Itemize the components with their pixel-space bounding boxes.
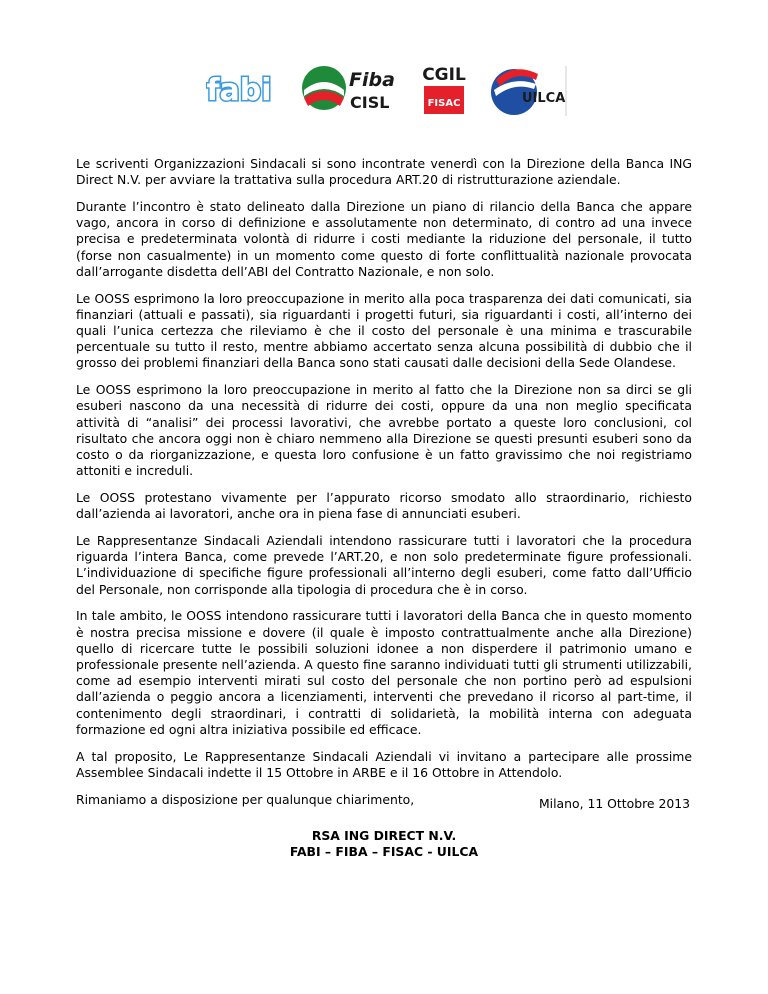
cgil-fisac-logo	[416, 60, 472, 116]
paragraph-5: Le OOSS protestano vivamente per l’appurato ricorso smodato allo straordinario, richiesto dall’azienda ai lavoratori, anche ora in piena fase di annunciati esuberi.	[76, 490, 692, 522]
cgil-logo-text: CGIL	[422, 65, 466, 85]
paragraph-3: Le OOSS esprimono la loro preoccupazione in merito alla poca trasparenza dei dati comunicati, sia finanziari (attuali e passati), sia riguardanti i progetti futuri, sia riguardanti i costi, all’interno dei quali l’unica certezza che rileviamo è che il costo del personale è una minima e trascurabile percentuale su tutto il resto, mentre abbiamo accertato senza alcuna possibilità di dubbio che il grosso dei problemi finanziari della Banca sono stati causati dalle decisioni della Sede Olandese.	[76, 290, 692, 371]
paragraph-6: Le Rappresentanze Sindacali Aziendali intendono rassicurare tutti i lavoratori che la procedura riguarda l’intera Banca, come prevede l’ART.20, e non solo predeterminate figure professionali. L’individuazione di specifiche figure professionali all’interno degli esuberi, come fatto dall’Ufficio del Personale, non corrisponde alla tipologia di procedura che è in corso.	[76, 533, 692, 597]
fiba-logo-text: Fiba	[349, 69, 395, 91]
fabi-logo	[206, 60, 272, 112]
letter-body	[76, 156, 692, 818]
uilca-logo-text: UILCA	[522, 91, 566, 106]
paragraph-7: In tale ambito, le OOSS intendono rassicurare tutti i lavoratori della Banca che in questo momento è nostra precisa missione e dovere (il quale è imposto contrattualmente anche alla Direzione) quello di ricercare tutte le possibili soluzioni idonee a non disperdere il patrimonio umano e professionale presente nell’azienda. A questo fine saranno individuati tutti gli strumenti utilizzabili, come ad esempio interventi mirati sul costo del personale che non portino però ad espulsioni dall’azienda o peggio ancora a licenziamenti, interventi che prevedano il ricorso al part-time, il contenimento degli straordinari, i contratti di solidarietà, la mobilità interna con adeguata formazione ed ogni altra iniziativa possibile ed efficace.	[76, 608, 692, 737]
paragraph-4: Le OOSS esprimono la loro preoccupazione in merito al fatto che la Direzione non sa dirci se gli esuberi nascono da una necessità di ridurre dei costi, oppure da una non meglio specificata attività di “analisi” dei processi lavorativi, che avrebbe portato a queste loro conclusioni, col risultato che ancora oggi non è chiaro nemmeno alla Direzione se questi presunti esuberi sono da costo o da riorganizzazione, e questa loro confusione è un fatto gravissimo che noi registriamo attoniti e increduli.	[76, 382, 692, 479]
cisl-logo-text: CISL	[350, 93, 390, 112]
signature-block	[76, 828, 692, 860]
paragraph-1: Le scriventi Organizzazioni Sindacali si sono incontrate venerdì con la Direzione della Banca ING Direct N.V. per avviare la trattativa sulla procedura ART.20 di ristrutturazione aziendale.	[76, 156, 692, 188]
signature-line-1: RSA ING DIRECT N.V.	[311, 828, 457, 843]
fabi-logo-text: fabi	[206, 73, 272, 108]
union-logos	[200, 60, 570, 118]
fisac-logo-text: FISAC	[427, 98, 461, 109]
paragraph-2: Durante l’incontro è stato delineato dalla Direzione un piano di rilancio della Banca che appare vago, ancora in corso di definizione e assolutamente non determinato, di contro ad una invece precisa e predeterminata volontà di ridurre i costi mediante la riduzione del personale, il tutto (forse non casualmente) in un momento come questo di forte conflittualità nazionale provocata dall’arrogante disdetta dell’ABI del Contratto Nazionale, e non solo.	[76, 199, 692, 279]
uilca-logo	[484, 60, 570, 118]
paragraph-9: Rimaniamo a disposizione per qualunque chiarimento,	[76, 791, 415, 807]
fiba-cisl-logo	[300, 60, 396, 116]
paragraph-8: A tal proposito, Le Rappresentanze Sindacali Aziendali vi invitano a partecipare alle prossime Assemblee Sindacali indette il 15 Ottobre in ARBE e il 16 Ottobre in Attendolo.	[76, 748, 692, 780]
signature-line-2: FABI – FIBA – FISAC - UILCA	[289, 844, 479, 859]
date-line: Milano, 11 Ottobre 2013	[538, 796, 690, 811]
